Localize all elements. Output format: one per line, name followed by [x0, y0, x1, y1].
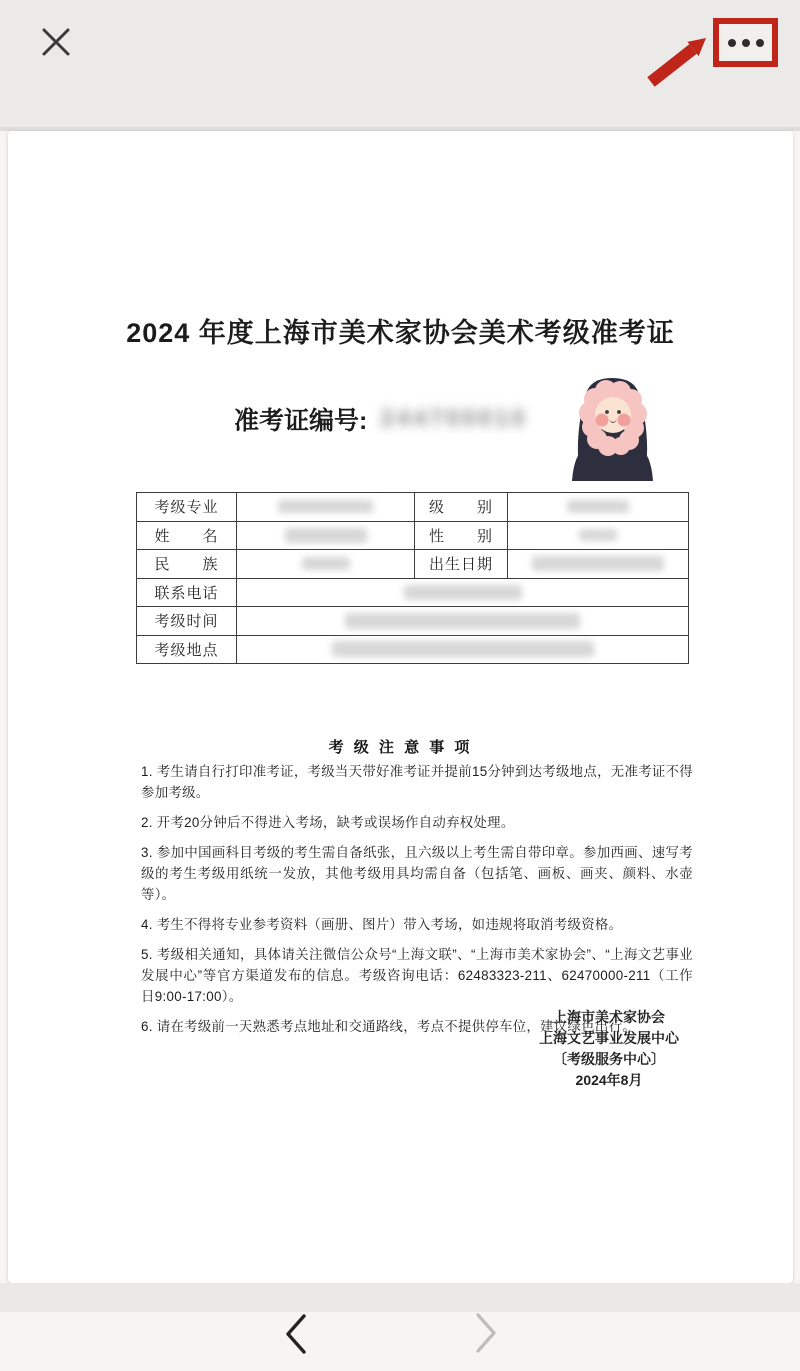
more-dots-icon [742, 39, 750, 47]
close-button[interactable] [34, 20, 78, 64]
ticket-number-row [234, 397, 527, 441]
viewer-topbar [0, 0, 800, 131]
table-row [137, 521, 689, 550]
bottom-gray-strip [0, 1283, 800, 1312]
next-page-button[interactable] [473, 1312, 499, 1357]
table-row [137, 607, 689, 636]
previous-page-button[interactable] [283, 1313, 309, 1358]
close-icon [36, 22, 76, 62]
candidate-photo-avatar [564, 369, 661, 481]
ticket-number-masked: 244700010 [380, 405, 528, 432]
table-row [137, 578, 689, 607]
more-options-button[interactable] [713, 18, 778, 67]
issuer-signature-block [526, 1007, 692, 1091]
field-value-masked [237, 607, 689, 636]
field-label-subject: 考级专业 [137, 493, 237, 522]
note-item-4: 4. 考生不得将专业参考资料（画册、图片）带入考场，如违规将取消考级资格。 [141, 917, 623, 932]
issuer-line-2: 上海文艺事业发展中心 [539, 1030, 679, 1046]
chevron-right-icon [473, 1312, 499, 1354]
field-value-masked [508, 521, 689, 550]
field-value-masked [237, 550, 415, 579]
exam-notes-list [141, 761, 693, 1046]
document-title: 2024 年度上海市美术家协会美术考级准考证 [126, 318, 675, 348]
field-value-masked [237, 521, 415, 550]
issuer-line-3: 〔考级服务中心〕 [553, 1051, 665, 1067]
note-item-1: 1. 考生请自行打印准考证，考级当天带好准考证并提前15分钟到达考级地点，无准考证不得参加考级。 [141, 764, 693, 800]
field-value-masked [237, 493, 415, 522]
issue-date: 2024年8月 [575, 1072, 643, 1088]
note-item-3: 3. 参加中国画科目考级的考生需自备纸张，且六级以上考生需自带印章。参加西画、速写考级的考生考级用纸统一发放，其他考级用具均需自备（包括笔、画板、画夹、颜料、水壶等）。 [141, 845, 693, 902]
ticket-number-label: 准考证编号: [234, 407, 368, 435]
more-dots-icon [728, 39, 736, 47]
field-label-name: 姓 名 [137, 521, 237, 550]
field-label-phone: 联系电话 [137, 578, 237, 607]
notes-heading: 考 级 注 意 事 项 [328, 739, 473, 756]
field-label-ethnicity: 民 族 [137, 550, 237, 579]
table-row [137, 635, 689, 664]
field-label-exam-time: 考级时间 [137, 607, 237, 636]
field-label-gender: 性 别 [415, 521, 508, 550]
field-label-level: 级 别 [415, 493, 508, 522]
field-value-masked [508, 550, 689, 579]
note-item-6: 6. 请在考级前一天熟悉考点地址和交通路线，考点不提供停车位，建议绿色出行。 [141, 1019, 636, 1034]
more-dots-icon [756, 39, 764, 47]
field-value-masked [237, 635, 689, 664]
field-label-birthdate: 出生日期 [415, 550, 508, 579]
field-value-masked [508, 493, 689, 522]
note-item-2: 2. 开考20分钟后不得进入考场，缺考或误场作自动弃权处理。 [141, 815, 515, 830]
table-row [137, 493, 689, 522]
chevron-left-icon [283, 1313, 309, 1355]
field-label-exam-location: 考级地点 [137, 635, 237, 664]
table-row [137, 550, 689, 579]
ticket-info-table [136, 492, 689, 664]
admission-ticket-document [8, 131, 793, 1283]
note-item-5: 5. 考级相关通知，具体请关注微信公众号“上海文联”、“上海市美术家协会”、“上海文艺事业发展中心”等官方渠道发布的信息。考级咨询电话：62483323-211、62470000-211（工作日9:00-17:00）。 [141, 947, 693, 1004]
issuer-line-1: 上海市美术家协会 [553, 1009, 665, 1025]
field-value-masked [237, 578, 689, 607]
